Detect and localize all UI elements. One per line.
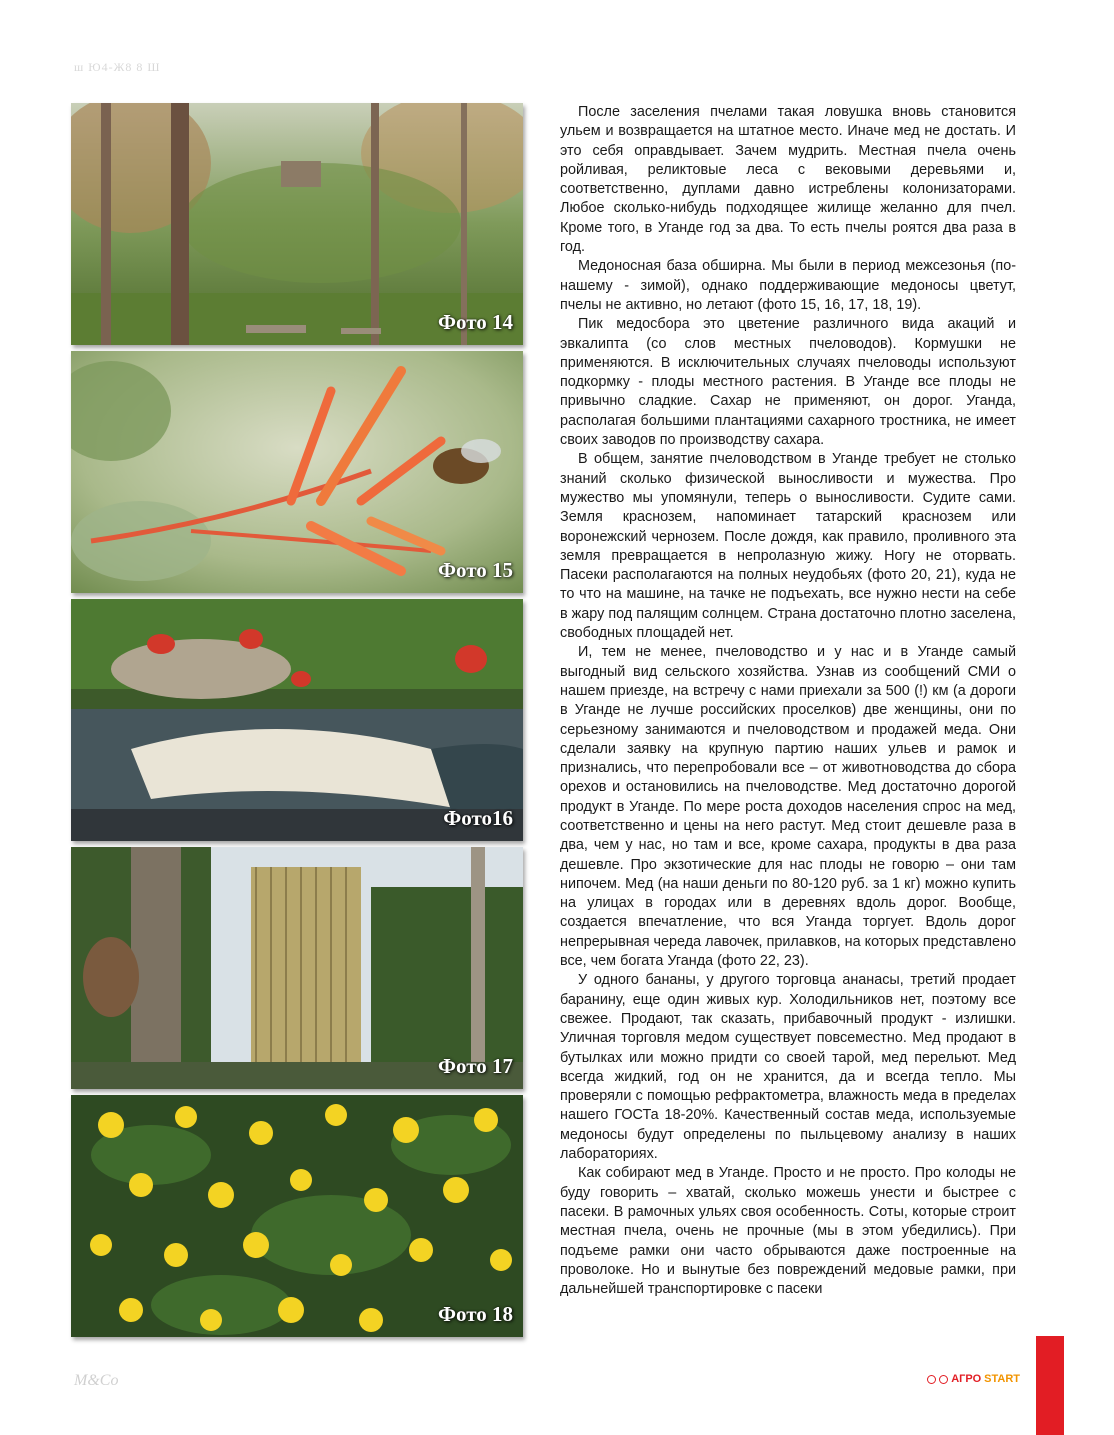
photo-14-label: Фото 14 [437,310,513,334]
photo-17-label: Фото 17 [437,1054,513,1078]
photo-16-label: Фото16 [443,806,513,830]
article-paragraph-7: Как собирают мед в Уганде. Просто и не просто. Про колоды не буду говорить – хватай, сколько можешь унести и быстрее с пасеки. В рамочных ульях своя особенность. Соты, которые строит местная пчела, очень не прочные (мы в этом убедились). При подъеме рамки они часто обрываются даже построенные на проволоке. Но и вынутые без повреждений медовые рамки, при дальнейшей транспортировке с пасеки [560,1165,1016,1298]
article-paragraph-2: Медоносная база обширна. Мы были в период межсезонья (по- нашему - зимой), однако поддерживающие медоносы цветут, пчелы не активно, но летают (фото 15, 16, 17, 18, 19). [560,258,1016,313]
photo-18-label: Фото 18 [437,1302,513,1326]
photo-18 [71,1095,523,1337]
photo-15 [71,351,523,593]
brand-name-part2: START [984,1373,1020,1385]
footer-signature: M&Co [74,1372,119,1389]
article-paragraph-1: После заселения пчелами такая ловушка вновь становится ульем и возвращается на штатное место. Иначе мед не достать. И это себя оправдывает. Зачем мудрить. Местная пчела очень ройливая, реликтовые леса с вековыми деревьями и, соответственно, дуплами давно истреблены колонизаторами. Любое сколько-нибудь подходящее жилище желанно для пчел. Кроме того, в Уганде год за два. То есть пчелы роятся два раза в год. [560,104,1016,256]
photo-16-image [71,599,523,841]
photo-14 [71,103,523,345]
photo-15-label: Фото 15 [437,558,513,582]
page-edge-tab [1036,1336,1064,1435]
photo-18-image [71,1095,523,1337]
copyright-icon [927,1375,936,1384]
logo-circle-icon [939,1375,948,1384]
article-paragraph-6: У одного бананы, у другого торговца ананасы, третий продает баранину, еще один живых кур. Холодильников нет, поэтому все свежее. Продают, так сказать, прибавочный продукт - излишки. Уличная торговля медом существует повсеместно. Мед продают в бутылках или можно придти со своей тарой, мед перельют. Мед всегда жидкий, год он не хранится, да и всегда тепло. Мы проверяли с помощью рефрактометра, влажность меда в пределах нашего ГОСТа 18-20%. Качественный состав меда, используемые медоносы будут определены по пыльцевому анализу в наших лабораториях. [560,972,1016,1163]
photo-17 [71,847,523,1089]
photo-15-image [71,351,523,593]
photo-14-image [71,103,523,345]
article-paragraph-4: В общем, занятие пчеловодством в Уганде требует не столько знаний сколько физической выносливости и мужества. Про мужество мы упомянули, теперь о выносливости. Судите сами. Земля краснозем, напоминает татарский краснозем или воронежский чернозем. После дождя, как правило, проливного эта земля превращается в непролазную жижу. Ногу не оторвать. Пасеки располагаются на полных неудобьях (фото 20, 21), куда не то что на машине, на тачке не подъехать, все нужно нести на себе в жару под палящим солнцем. Страна достаточно плотно заселена, свободных площадей нет. [560,451,1016,642]
photo-17-image [71,847,523,1089]
brand-name-part1: АГРО [951,1373,982,1385]
article-paragraph-5: И, тем не менее, пчеловодство и у нас и в Уганде самый выгодный вид сельского хозяйства. Узнав из сообщений СМИ о нашем приезде, на встречу с нами приехали за 500 (!) км (а дороги в Уганде не лучше российских проселков) две женщины, они по серьезному занимаются и пчеловодством и продажей меда. Они сделали заявку на крупную партию наших ульев и рамок и признались, что перепробовали все – от животноводства до сбора орехов и остановились на пчеловодстве. Мед достаточно дорогой продукт в Уганде. По мере роста доходов населения спрос на мед, соответственно и цены на него растут. Мед стоит дешевле раза в два, чем у нас, но там и все, кроме сахара, продукты в два раза дешевле. Про экзотические для нас плоды не говорю – они там нипочем. Мед (на наши деньги по 80-120 руб. за 1 кг) можно купить на улицах в городах или в деревнях вдоль дорог. Вообще, создается впечатление, что вся Уганда торгует. Вдоль дорог непрерывная череда лавочек, прилавков, на которых представлено все, чем богата Уганда (фото 22, 23). [560,644,1016,970]
article-text [560,103,1016,1299]
footer-brand [927,1373,1020,1385]
header-watermark: ш Ю4-Ж8 8 Ш [74,60,161,74]
photo-16 [71,599,523,841]
article-paragraph-3: Пик медосбора это цветение различного вида акаций и эвкалипта (со слов местных пчеловодов). Кормушки не применяются. В исключительных случаях пчеловоды используют подкормку - плоды местного растения. В Уганде все плоды не привычно сладкие. Сахар не применяют, он дорог. Уганда, располагая большими плантациями сахарного тростника, не имеет своих заводов по производству сахара. [560,316,1016,449]
